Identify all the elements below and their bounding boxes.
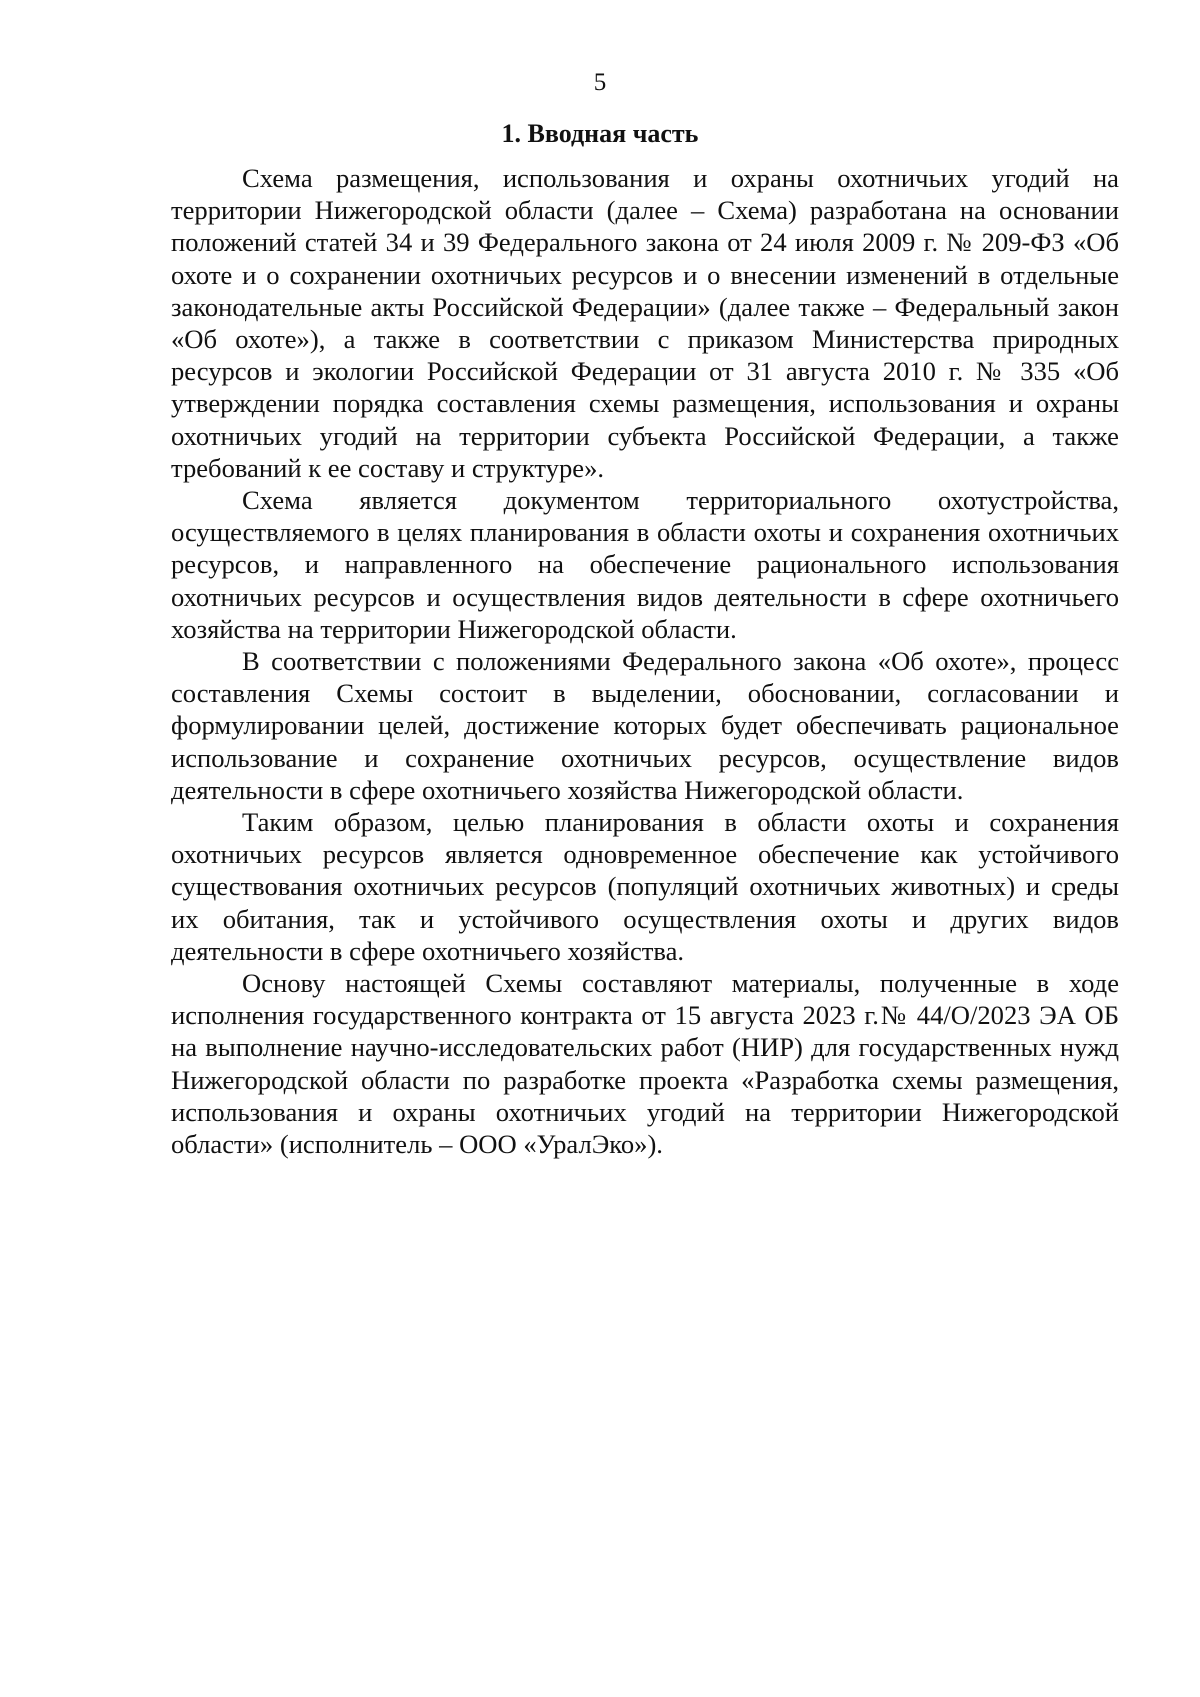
paragraph: Схема размещения, использования и охраны охотничьих угодий на территории Нижегородской области (далее – Схема) разработана на основании положений статей 34 и 39 Федерального закона от 24 июля 2009 г. № 209-ФЗ «Об охоте и о сохранении охотничьих ресурсов и о внесении изменений в отдельные законодательные акты Российской Федерации» (далее также – Федеральный закон «Об охоте»), а также в соответствии с приказом Министерства природных ресурсов и экологии Российской Федерации от 31 августа 2010 г. № 335 «Об утверждении порядка составления схемы размещения, использования и охраны охотничьих угодий на территории субъекта Российской Федерации, а также требований к ее составу и структуре». — [171, 163, 1119, 483]
paragraph: Схема является документом территориального охотустройства, осуществляемого в целях планирования в области охоты и сохранения охотничьих ресурсов, и направленного на обеспечение рационального использования охотничьих ресурсов и осуществления видов деятельности в сфере охотничьего хозяйства на территории Нижегородской области. — [171, 485, 1119, 644]
page-number: 5 — [593, 69, 607, 96]
paragraph: Основу настоящей Схемы составляют материалы, полученные в ходе исполнения государственного контракта от 15 августа 2023 г.№ 44/О/2023 ЭА ОБ на выполнение научно-исследовательских работ (НИР) для государственных нужд Нижегородской области по разработке проекта «Разработка схемы размещения, использования и охраны охотничьих угодий на территории Нижегородской области» (исполнитель – ООО «УралЭко»). — [171, 968, 1119, 1160]
paragraph: В соответствии с положениями Федерального закона «Об охоте», процесс составления Схемы состоит в выделении, обосновании, согласовании и формулировании целей, достижение которых будет обеспечивать рациональное использование и сохранение охотничьих ресурсов, осуществление видов деятельности в сфере охотничьего хозяйства Нижегородской области. — [171, 646, 1119, 805]
body-text — [171, 162, 1119, 1160]
paragraph: Таким образом, целью планирования в области охоты и сохранения охотничьих ресурсов является одновременное обеспечение как устойчивого существования охотничьих ресурсов (популяций охотничьих животных) и среды их обитания, так и устойчивого осуществления охоты и других видов деятельности в сфере охотничьего хозяйства. — [171, 807, 1119, 966]
section-heading: 1. Вводная часть — [501, 119, 699, 148]
